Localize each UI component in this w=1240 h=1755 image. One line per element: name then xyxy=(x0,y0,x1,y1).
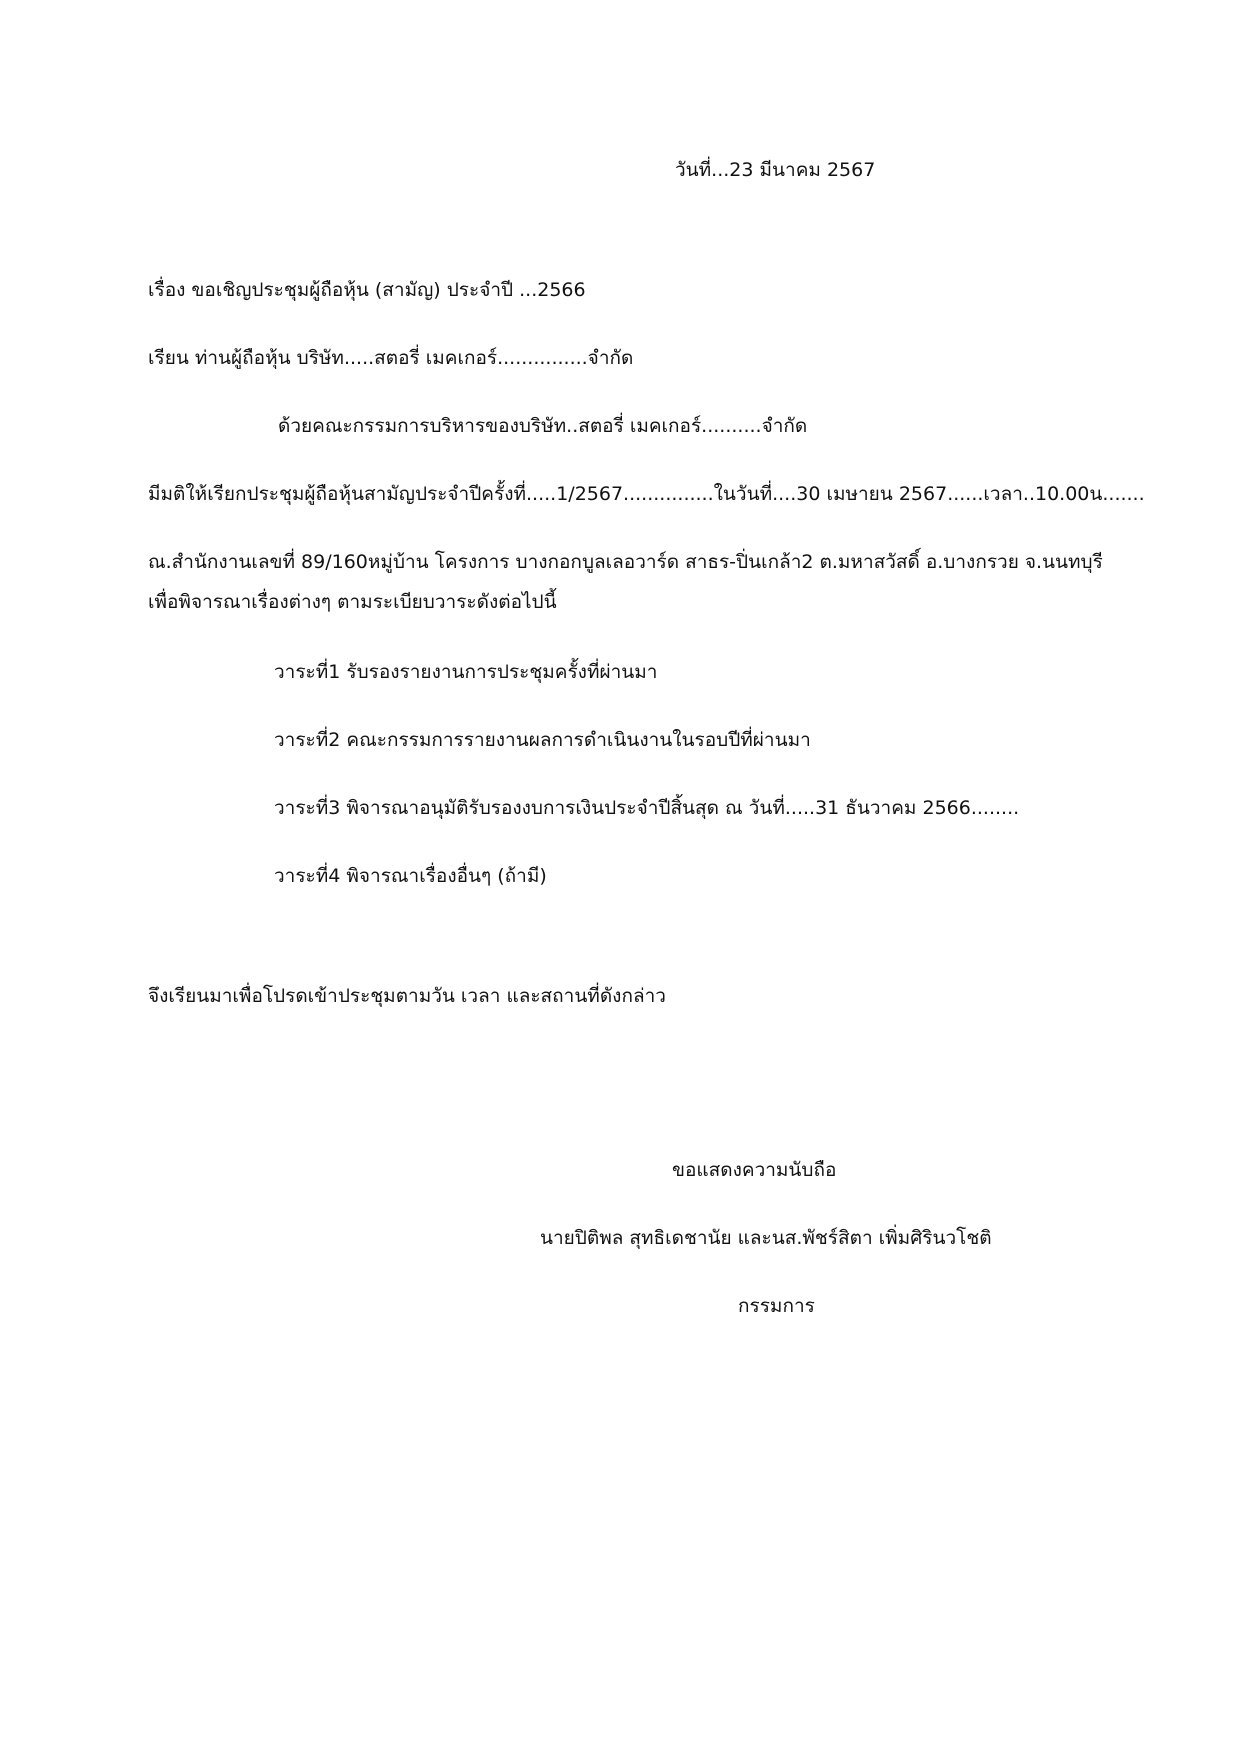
salutation-line: เรียน ท่านผู้ถือหุ้น บริษัท.....สตอรี่ เมคเกอร์...............จำกัด xyxy=(148,347,634,369)
date-line: วันที่...23 มีนาคม 2567 xyxy=(675,159,876,181)
subject-line: เรื่อง ขอเชิญประชุมผู้ถือหุ้น (สามัญ) ประจำปี ...2566 xyxy=(148,279,586,301)
resolution-line: มีมติให้เรียกประชุมผู้ถือหุ้นสามัญประจำปีครั้งที่.....1/2567...............ในวันที่....30 เมษายน 2567......เวลา..10.00น....... xyxy=(148,483,1145,505)
intro-paragraph: ด้วยคณะกรรมการบริหารของบริษัท..สตอรี่ เมคเกอร์..........จำกัด xyxy=(278,415,808,437)
venue-line: ณ.สำนักงานเลขที่ 89/160หมู่บ้าน โครงการ บางกอกบูลเลอวาร์ด สาธร-ปิ่นเกล้า2 ต.มหาสวัสดิ์ อ.บางกรวย จ.นนทบุรี xyxy=(148,551,1103,573)
purpose-line: เพื่อพิจารณาเรื่องต่างๆ ตามระเบียบวาระดังต่อไปนี้ xyxy=(148,591,557,613)
signatory-name: นายปิติพล สุทธิเดชานัย และนส.พัชร์สิตา เพิ่มศิรินวโชติ xyxy=(540,1227,992,1249)
closing-line: จึงเรียนมาเพื่อโปรดเข้าประชุมตามวัน เวลา และสถานที่ดังกล่าว xyxy=(148,985,666,1007)
regards-line: ขอแสดงความนับถือ xyxy=(672,1159,837,1181)
agenda-item-3: วาระที่3 พิจารณาอนุมัติรับรองงบการเงินประจำปีสิ้นสุด ณ วันที่.....31 ธันวาคม 2566........ xyxy=(274,797,1020,819)
agenda-item-1: วาระที่1 รับรองรายงานการประชุมครั้งที่ผ่านมา xyxy=(274,661,658,683)
agenda-item-2: วาระที่2 คณะกรรมการรายงานผลการดำเนินงานในรอบปีที่ผ่านมา xyxy=(274,729,811,751)
signatory-title: กรรมการ xyxy=(738,1295,815,1317)
agenda-item-4: วาระที่4 พิจารณาเรื่องอื่นๆ (ถ้ามี) xyxy=(274,865,547,887)
